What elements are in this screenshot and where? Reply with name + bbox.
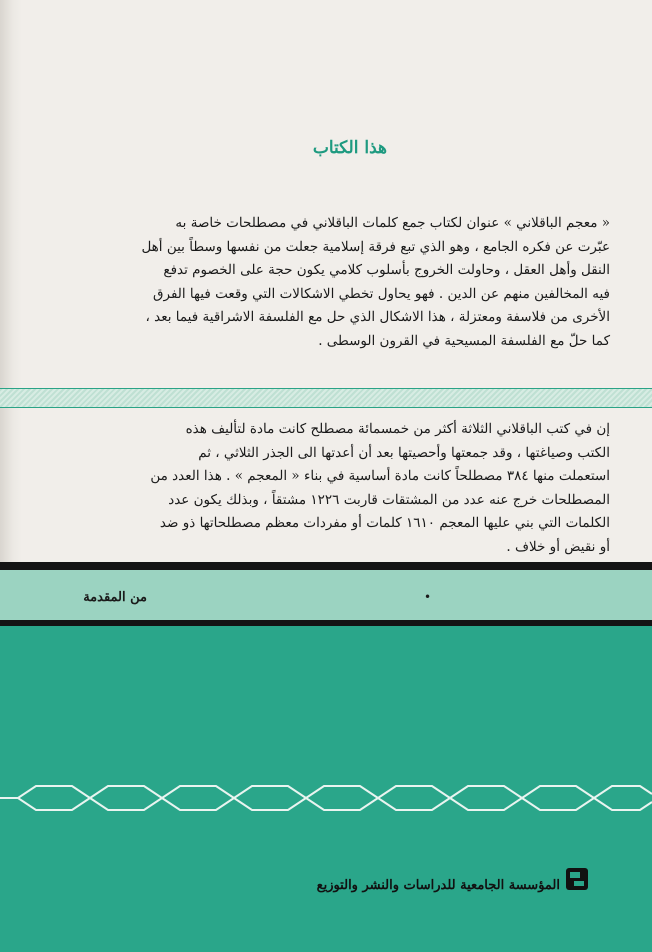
publisher-name: المؤسسة الجامعية للدراسات والنشر والتوزيع [316, 878, 560, 893]
paragraph-line: إن في كتب الباقلاني الثلاثة أكثر من خمسمائة مصطلح كانت مادة لتأليف هذه [185, 421, 610, 437]
paragraph-line: الأخرى من فلاسفة ومعتزلة ، هذا الاشكال الذي حل مع الفلسفة الاشراقية فيما بعد ، [145, 309, 610, 325]
paragraph-line: استعملت منها ٣٨٤ مصطلحاً كانت مادة أساسية في بناء « المعجم » . هذا العدد من [150, 468, 610, 484]
black-rule-top [0, 562, 652, 570]
paragraph-line: أو نقيض أو خلاف . [506, 538, 610, 555]
section-title: هذا الكتاب [312, 138, 387, 158]
paragraph-line: عبّرت عن فكره الجامع ، وهو الذي تبع فرقة إسلامية جعلت من نفسها وسطاً بين أهل [141, 238, 610, 255]
description-paragraph [38, 212, 610, 353]
source-label: من المقدمة [83, 590, 147, 605]
paragraph-line: المصطلحات خرج عنه عدد من المشتقات قاربت ١٢٢٦ مشتقاً ، وبذلك يكون عدد [168, 491, 610, 508]
paragraph-line: النقل وأهل العقل ، وحاولت الخروج بأسلوب كلامي يكون حجة على الخصوم تدفع [163, 262, 610, 278]
dot-mark: • [424, 590, 432, 604]
paragraph-line: « معجم الباقلاني » عنوان لكتاب جمع كلمات الباقلاني في مصطلحات خاصة به [175, 215, 610, 231]
paragraph-line: الكلمات التي بني عليها المعجم ١٦١٠ كلمات أو مفردات معظم مصطلحاتها ذو ضد [159, 515, 610, 531]
publisher-logo-icon [564, 866, 590, 892]
paragraph-line: الكتب وصياغتها ، وقد جمعتها وأحصيتها بعد أن أعدتها الى الجذر الثلاثي ، ثم [198, 444, 610, 461]
chain-ornament [0, 780, 652, 816]
paragraph-line: كما حلّ مع الفلسفة المسيحية في القرون الوسطى . [318, 332, 610, 349]
excerpt-paragraph [40, 418, 610, 559]
paragraph-line: فيه المخالفين منهم عن الدين . فهو يحاول تخطي الاشكالات التي وقعت فيها الفرق [153, 285, 610, 302]
striped-band [0, 388, 652, 408]
